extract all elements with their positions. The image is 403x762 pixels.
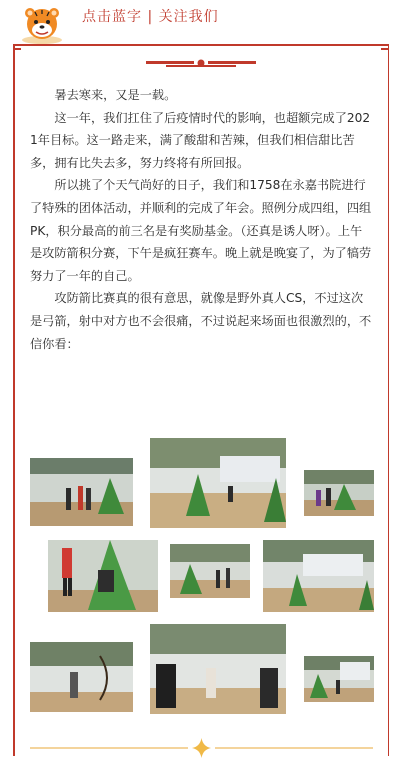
paragraph-4: 攻防箭比赛真的很有意思，就像是野外真人CS，不过这次是弓箭，射中对方也不会很痛，不过说起来场面也很激烈的，不信你看： (30, 291, 372, 351)
article-body (30, 84, 373, 355)
paragraph-1: 暑去寒来，又是一载。 (54, 88, 177, 102)
sparkle-divider (30, 738, 373, 758)
tiger-mascot-icon (16, 4, 68, 44)
photo-archery-9 (304, 656, 374, 702)
photo-archery-5 (170, 544, 250, 598)
header (0, 0, 403, 44)
photo-archery-team-1 (30, 458, 133, 526)
photo-archery-3 (304, 470, 374, 516)
photo-archery-6 (263, 540, 374, 612)
paragraph-2: 这一年，我们扛住了后疫情时代的影响，也超额完成了2021年目标。这一路走来，满了酸甜和苦辣，但我们相信甜比苦多，拥有比失去多，努力终将有所回报。 (30, 110, 371, 170)
follow-us-link[interactable]: 点击蓝字 | 关注我们 (82, 9, 219, 25)
photo-archery-7 (30, 642, 133, 712)
header-ornament (146, 58, 256, 70)
photo-archery-4 (48, 540, 158, 612)
photo-archery-field-2 (150, 438, 286, 528)
paragraph-3: 所以挑了个天气尚好的日子，我们和1758在永嘉书院进行了特殊的团体活动，并顺利的完成了年会。照例分成四组，四组PK，积分最高的前三名是有奖励基金。（还真是诱人呀）。上午是攻防箭积分赛，下午是疯狂赛车。晚上就是晚宴了，为了犒劳努力了一年的自己。 (30, 178, 372, 283)
photo-archery-8 (150, 624, 286, 714)
